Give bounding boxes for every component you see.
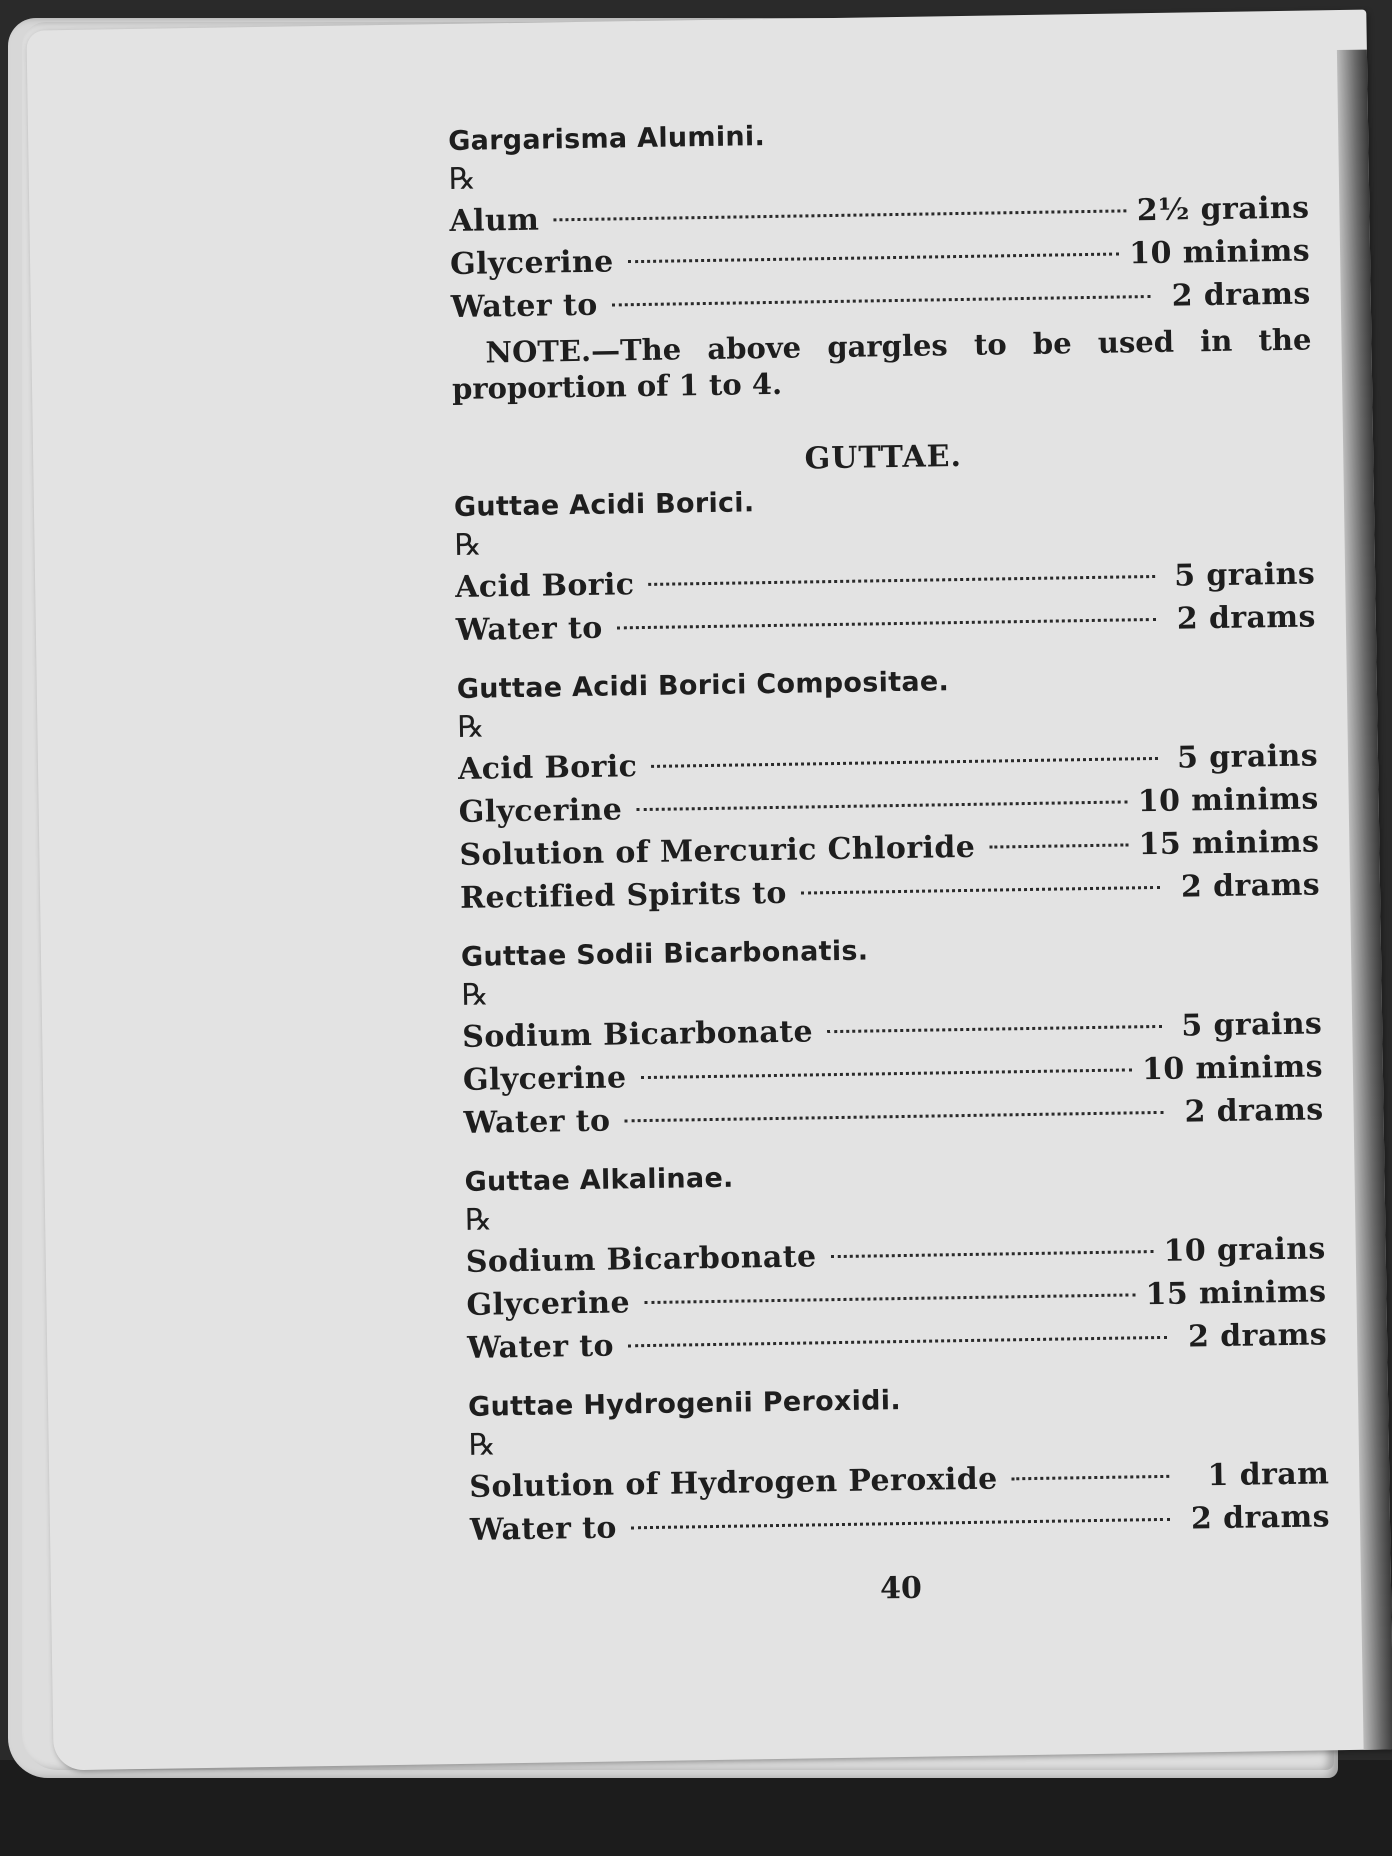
ingredient-name: Sodium Bicarbonate — [465, 1239, 817, 1280]
dot-leader — [617, 618, 1156, 629]
ingredient-amount: 10 minims — [1141, 1049, 1324, 1088]
ingredient-name: Acid Boric — [457, 749, 638, 787]
ingredient-name: Water to — [466, 1328, 615, 1366]
ingredient-name: Water to — [463, 1103, 611, 1141]
dot-leader — [651, 757, 1158, 768]
ingredient-amount: 15 minims — [1138, 824, 1320, 863]
ingredient-amount: 5 grains — [1176, 738, 1319, 776]
dot-leader — [648, 575, 1155, 586]
dot-leader — [628, 1336, 1167, 1347]
rx-symbol: ℞ — [461, 977, 489, 1013]
ingredient-name: Alum — [449, 202, 540, 240]
ingredient-name: Solution of Hydrogen Peroxide — [469, 1461, 998, 1505]
book-spine — [1337, 50, 1392, 1750]
formula-guttae-acidi-borici — [454, 476, 1316, 651]
formula-heading: Gargarisma Alumini. — [447, 121, 766, 158]
formula-gargarisma-alumini — [448, 111, 1312, 407]
formula-heading: Guttae Hydrogenii Peroxidi. — [467, 1385, 902, 1423]
ingredient-amount: 10 minims — [1129, 233, 1311, 272]
dot-leader — [640, 1068, 1132, 1079]
formula-guttae-acidi-borici-compositae — [457, 658, 1321, 919]
formula-guttae-sodii-bicarbonatis — [461, 926, 1324, 1144]
rx-symbol: ℞ — [464, 1202, 493, 1238]
rx-symbol: ℞ — [457, 709, 485, 745]
ingredient-name: Glycerine — [462, 1060, 627, 1098]
ingredient-name: Solution of Mercuric Chloride — [459, 829, 976, 873]
ingredient-name: Glycerine — [466, 1285, 631, 1323]
ingredient-amount: 2 drams — [1184, 1092, 1324, 1130]
rx-symbol: ℞ — [448, 161, 476, 198]
ingredient-name: Water to — [450, 287, 598, 325]
ingredient-amount: 2 drams — [1180, 867, 1321, 905]
ingredient-name: Acid Boric — [454, 567, 635, 605]
dot-leader — [612, 295, 1151, 306]
rx-symbol: ℞ — [454, 527, 482, 563]
dot-leader — [628, 252, 1120, 263]
ingredient-amount: 2½ grains — [1136, 190, 1310, 229]
ingredient-amount: 15 minims — [1145, 1274, 1327, 1313]
ingredient-amount: 5 grains — [1174, 556, 1316, 594]
dot-leader — [644, 1293, 1136, 1304]
formula-heading: Guttae Acidi Borici. — [453, 487, 755, 523]
ingredient-amount: 10 minims — [1137, 781, 1319, 820]
note-paragraph: NOTE.—The above gargles to be used in the proportion of 1 to 4. — [451, 322, 1312, 406]
dot-leader — [624, 1111, 1163, 1122]
ingredient-name: Rectified Spirits to — [459, 875, 787, 916]
ingredient-amount: 1 dram — [1207, 1456, 1330, 1494]
ingredient-amount: 2 drams — [1187, 1317, 1328, 1355]
ingredient-name: Glycerine — [449, 244, 614, 283]
dot-leader — [553, 209, 1127, 221]
dot-leader — [636, 800, 1128, 811]
ingredient-amount: 2 drams — [1171, 276, 1311, 314]
formula-heading: Guttae Alkalinae. — [464, 1162, 734, 1198]
dot-leader — [1012, 1475, 1170, 1480]
dot-leader — [631, 1518, 1170, 1529]
dot-leader — [827, 1025, 1162, 1033]
ingredient-amount: 2 drams — [1190, 1499, 1331, 1537]
dot-leader — [830, 1250, 1153, 1258]
section-title: GUTTAE. — [804, 438, 963, 477]
dot-leader — [801, 886, 1160, 895]
formula-guttae-hydrogenii-peroxidi — [468, 1376, 1330, 1551]
book-page — [26, 10, 1392, 1771]
page-number: 40 — [879, 1570, 923, 1607]
ingredient-name: Water to — [455, 610, 603, 648]
ingredient-name: Water to — [469, 1510, 618, 1548]
formula-guttae-alkalinae — [464, 1151, 1327, 1369]
ingredient-name: Sodium Bicarbonate — [462, 1014, 814, 1055]
ingredient-amount: 5 grains — [1181, 1006, 1323, 1044]
ingredient-name: Glycerine — [458, 792, 623, 830]
formula-heading: Guttae Sodii Bicarbonatis. — [460, 935, 869, 973]
formula-heading: Guttae Acidi Borici Compositae. — [456, 666, 950, 705]
ingredient-amount: 10 grains — [1163, 1231, 1326, 1269]
ingredient-amount: 2 drams — [1176, 599, 1317, 637]
rx-symbol: ℞ — [468, 1427, 496, 1463]
dot-leader — [989, 843, 1128, 848]
page-content — [448, 111, 1331, 1613]
